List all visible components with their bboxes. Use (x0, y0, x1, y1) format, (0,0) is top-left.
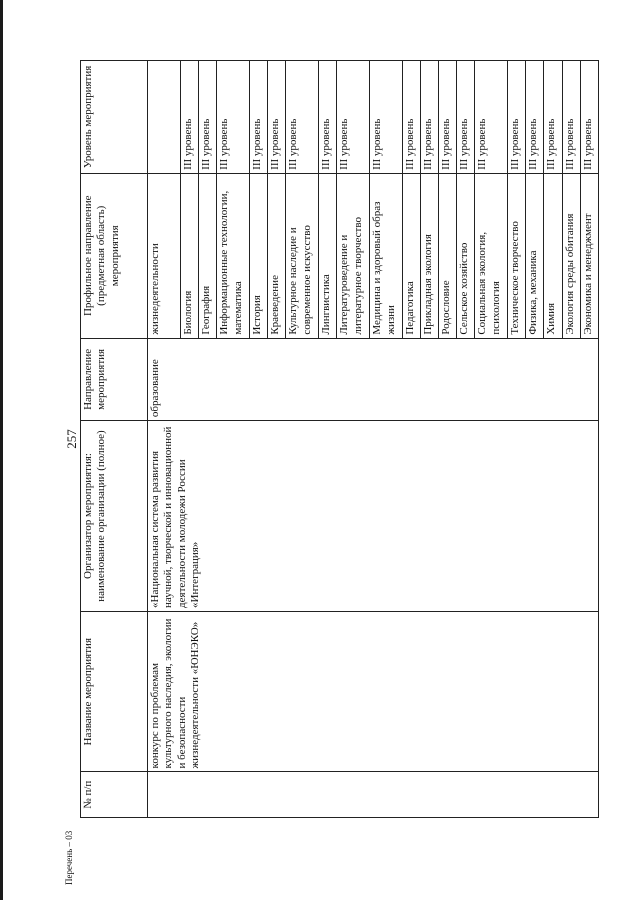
rotated-table-container (80, 60, 599, 818)
level-cell (148, 61, 181, 174)
level-cell: III уровень (421, 61, 439, 174)
level-cell: III уровень (562, 61, 580, 174)
level-cell: III уровень (217, 61, 250, 174)
num-cell (148, 772, 599, 818)
level-cell: III уровень (403, 61, 421, 174)
level-cell: III уровень (250, 61, 268, 174)
profile-cell: Педагогика (403, 173, 421, 338)
header-direction: Направление мероприятия (81, 338, 148, 420)
header-profile: Профильное направление (предметная область) мероприятия (81, 173, 148, 338)
profile-cell: Техническое творчество (508, 173, 526, 338)
profile-cell: Краеведение (268, 173, 286, 338)
level-cell: III уровень (268, 61, 286, 174)
level-cell: III уровень (199, 61, 217, 174)
level-cell: III уровень (526, 61, 544, 174)
footer-note: Перечень – 03 (64, 830, 74, 885)
profile-cell: Лингвистика (319, 173, 337, 338)
scan-edge (0, 0, 3, 900)
profile-cell: Медицина и здоровый образ жизни (370, 173, 403, 338)
profile-cell: Экономика и менеджмент (580, 173, 598, 338)
level-cell: III уровень (319, 61, 337, 174)
events-table (80, 60, 599, 818)
level-cell: III уровень (286, 61, 319, 174)
profile-cell: История (250, 173, 268, 338)
header-event-name: Название мероприятия (81, 611, 148, 772)
header-level: Уровень мероприятия (81, 61, 148, 174)
table-row (148, 61, 181, 818)
table-body (148, 61, 599, 818)
direction-cell: образование (148, 338, 599, 420)
profile-cell: Литературоведение и литературное творчество (337, 173, 370, 338)
profile-cell: Физика, механика (526, 173, 544, 338)
level-cell: III уровень (181, 61, 199, 174)
profile-cell: Информационные технологии, математика (217, 173, 250, 338)
event-name-cell: конкурс по проблемам культурного наследия, экологии и безопасности жизнедеятельности «ЮНЭКО» (148, 611, 599, 772)
page-number: 257 (64, 429, 79, 449)
profile-cell: Биология (181, 173, 199, 338)
organizer-cell: «Национальная система развития научной, творческой и инновационной деятельности молодежи России «Интеграция» (148, 421, 599, 612)
level-cell: III уровень (580, 61, 598, 174)
header-row (81, 61, 148, 818)
profile-cell: Социальная экология, психология (475, 173, 508, 338)
header-num: № п/п (81, 772, 148, 818)
profile-cell: Экология среды обитания (562, 173, 580, 338)
level-cell: III уровень (370, 61, 403, 174)
level-cell: III уровень (457, 61, 475, 174)
level-cell: III уровень (439, 61, 457, 174)
profile-cell: Родословие (439, 173, 457, 338)
profile-cell: География (199, 173, 217, 338)
profile-cell: Сельское хозяйство (457, 173, 475, 338)
profile-cell: Прикладная экология (421, 173, 439, 338)
level-cell: III уровень (508, 61, 526, 174)
level-cell: III уровень (544, 61, 562, 174)
profile-cell: Химия (544, 173, 562, 338)
level-cell: III уровень (475, 61, 508, 174)
profile-cell: жизнедеятельности (148, 173, 181, 338)
level-cell: III уровень (337, 61, 370, 174)
profile-cell: Культурное наследие и современное искусство (286, 173, 319, 338)
header-organizer: Организатор мероприятия: наименование организации (полное) (81, 421, 148, 612)
